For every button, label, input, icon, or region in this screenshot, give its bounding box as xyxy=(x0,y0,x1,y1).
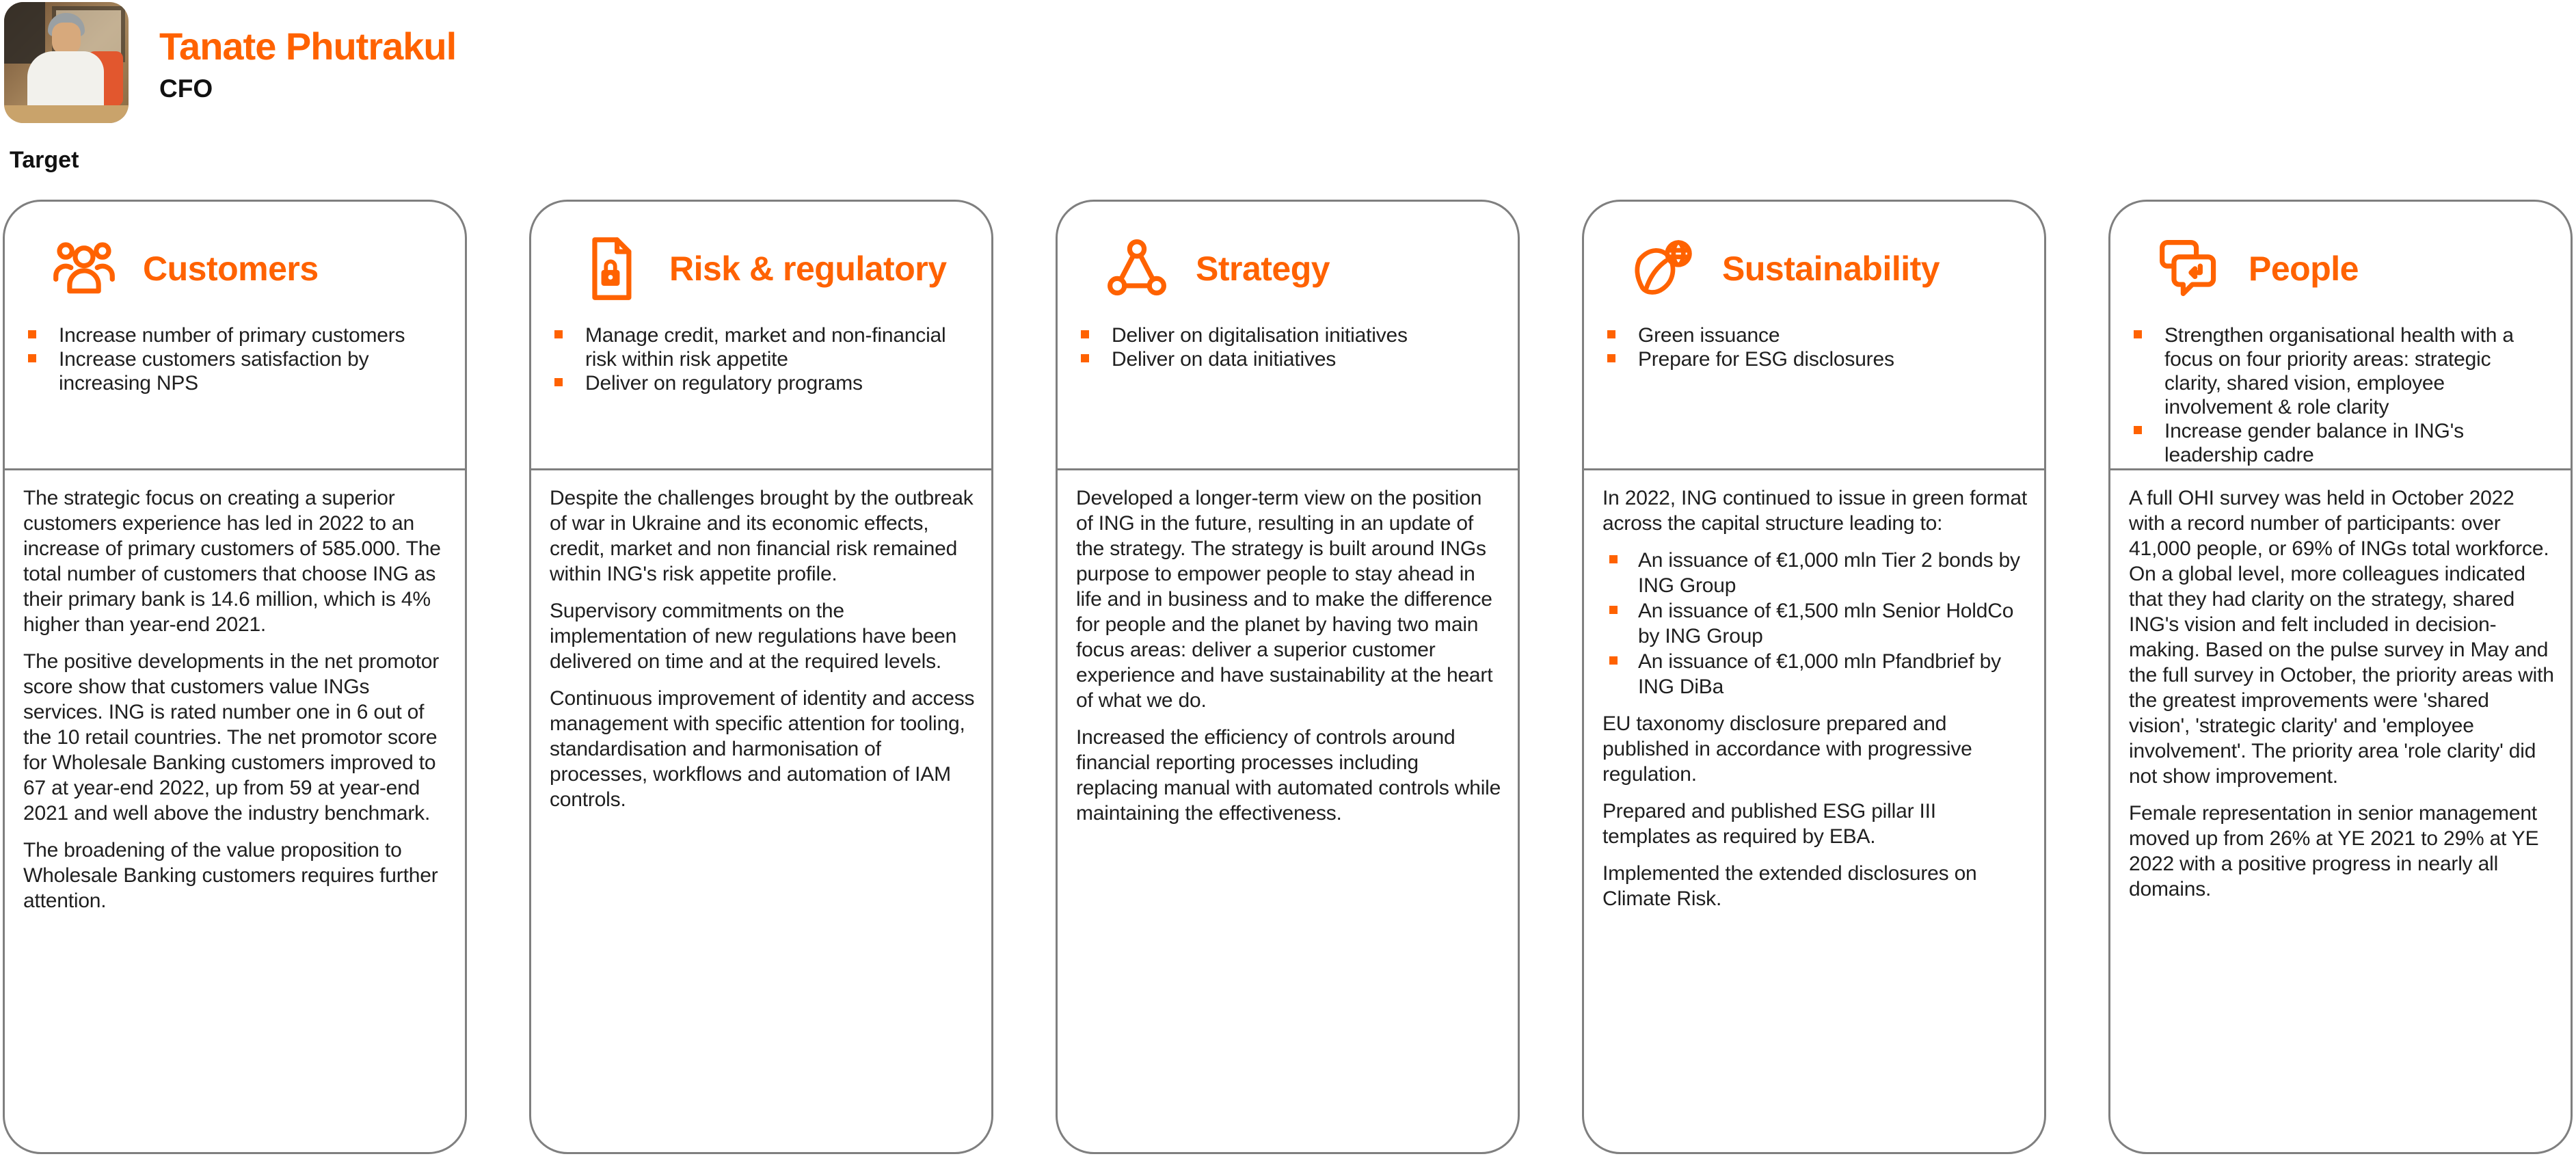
target-item: Strengthen organisational health with a focus on four priority areas: strategic clarity, shared vision, employee involvement & role clarity xyxy=(2164,323,2550,419)
card-top-section xyxy=(2110,202,2571,468)
avatar-art-shape xyxy=(4,2,45,64)
target-list xyxy=(1058,323,1497,371)
card-body xyxy=(2110,470,2571,1152)
leaf-globe-icon xyxy=(1631,236,1696,302)
card-people xyxy=(2108,200,2573,1154)
body-paragraph: Increased the efficiency of controls around financial reporting processes including replacing manual with automated controls while maintaining the effectiveness. xyxy=(1076,726,1501,825)
card-title: Strategy xyxy=(1196,250,1330,288)
target-item: Prepare for ESG disclosures xyxy=(1638,347,2024,371)
body-paragraph: Developed a longer-term view on the position of ING in the future, resulting in an update of the strategy. The strategy is built around INGs purpose to empower people to stay ahead in life and in business and to make the difference for people and the planet by having two main focus areas: deliver a superior customer experience and have sustainability at the heart of what we do. xyxy=(1076,487,1493,712)
card-risk-regulatory xyxy=(529,200,993,1154)
card-top-section xyxy=(1584,202,2044,468)
body-paragraph: Implemented the extended disclosures on Climate Risk. xyxy=(1602,862,1977,910)
card-strategy xyxy=(1056,200,1520,1154)
network-triangle-icon xyxy=(1104,236,1170,302)
body-paragraph: Continuous improvement of identity and access management with specific attention for tooling, standardisation and harmonisation of processes, workflows and automation of IAM controls. xyxy=(550,687,975,811)
body-bullet-list xyxy=(1602,548,2028,699)
target-item: Increase gender balance in ING's leadership cadre xyxy=(2164,419,2550,467)
target-item: Deliver on digitalisation initiatives xyxy=(1112,323,1497,347)
card-top-section xyxy=(5,202,465,468)
card-header xyxy=(2157,236,2571,302)
people-group-icon xyxy=(51,236,117,302)
target-item: Increase customers satisfaction by increasing NPS xyxy=(59,347,444,395)
body-paragraph: A full OHI survey was held in October 2022 with a record number of participants: over 41,000 people, or 69% of INGs total workforce. On a global level, more colleagues indicated that they had clarity on the strategy, shared ING's vision and felt included in decision-making. Based on the pulse survey in May and the full survey in October, the priority areas with the greatest improvements were 'shared vision', 'strategic clarity' and 'employee involvement'. The priority area 'role clarity' did not show improvement. xyxy=(2129,487,2554,788)
card-header xyxy=(578,236,991,302)
target-item: Deliver on regulatory programs xyxy=(585,371,971,395)
card-title: People xyxy=(2249,250,2359,288)
body-paragraph: In 2022, ING continued to issue in green format across the capital structure leading to: xyxy=(1602,487,2027,535)
profile-id-block xyxy=(159,26,456,103)
body-bullet-item: An issuance of €1,000 mln Tier 2 bonds by ING Group xyxy=(1638,548,2028,598)
profile-role: CFO xyxy=(159,75,213,103)
body-paragraph: The broadening of the value proposition to Wholesale Banking customers requires further attention. xyxy=(23,839,438,912)
avatar-art-shape xyxy=(52,23,81,54)
card-title: Customers xyxy=(143,250,319,288)
body-bullet-item: An issuance of €1,500 mln Senior HoldCo by ING Group xyxy=(1638,598,2028,649)
target-item: Green issuance xyxy=(1638,323,2024,347)
target-list xyxy=(1584,323,2024,371)
body-paragraph: The positive developments in the net promotor score show that customers value INGs services. ING is rated number one in 6 out of the 10 retail countries. The net promotor score for Wholesale Banking customers improved to 67 at year-end 2022, up from 59 at year-end 2021 and well above the industry benchmark. xyxy=(23,650,440,825)
card-title: Risk & regulatory xyxy=(669,250,947,288)
target-item: Manage credit, market and non-financial risk within risk appetite xyxy=(585,323,971,371)
avatar-art-shape xyxy=(4,105,129,123)
card-body xyxy=(531,470,991,1152)
body-paragraph: Female representation in senior management moved up from 26% at YE 2021 to 29% at YE 2022 with a positive progress in nearly all domains. xyxy=(2129,802,2539,900)
profile-name: Tanate Phutrakul xyxy=(159,25,457,68)
section-label-target: Target xyxy=(10,147,79,173)
target-list xyxy=(5,323,444,395)
card-header xyxy=(1104,236,1518,302)
card-customers xyxy=(3,200,467,1154)
document-lock-icon xyxy=(578,236,643,302)
body-paragraph: Despite the challenges brought by the outbreak of war in Ukraine and its economic effects, credit, market and non financial risk remained within ING's risk appetite profile. xyxy=(550,487,974,585)
target-item: Deliver on data initiatives xyxy=(1112,347,1497,371)
target-list xyxy=(531,323,971,395)
card-top-section xyxy=(531,202,991,468)
body-paragraph: The strategic focus on creating a superior customers experience has led in 2022 to an increase of primary customers of 585.000. The total number of customers that choose ING as their primary bank is 14.6 million, which is 4% higher than year-end 2021. xyxy=(23,487,441,636)
card-body xyxy=(1058,470,1518,1152)
speech-bubbles-icon xyxy=(2157,236,2223,302)
body-bullet-item: An issuance of €1,000 mln Pfandbrief by ING DiBa xyxy=(1638,649,2028,699)
body-paragraph: EU taxonomy disclosure prepared and published in accordance with progressive regulation. xyxy=(1602,712,1972,786)
card-body xyxy=(5,470,465,1152)
card-row xyxy=(3,200,2573,1154)
profile-photo xyxy=(4,2,129,123)
card-body xyxy=(1584,470,2044,1152)
card-header xyxy=(51,236,465,302)
card-top-section xyxy=(1058,202,1518,468)
body-paragraph: Supervisory commitments on the implementation of new regulations have been delivered on time and at the required levels. xyxy=(550,600,957,673)
target-list xyxy=(2110,323,2550,467)
target-item: Increase number of primary customers xyxy=(59,323,444,347)
card-header xyxy=(1631,236,2044,302)
card-sustainability xyxy=(1582,200,2046,1154)
card-title: Sustainability xyxy=(1722,250,1940,288)
body-paragraph: Prepared and published ESG pillar III templates as required by EBA. xyxy=(1602,800,1936,848)
